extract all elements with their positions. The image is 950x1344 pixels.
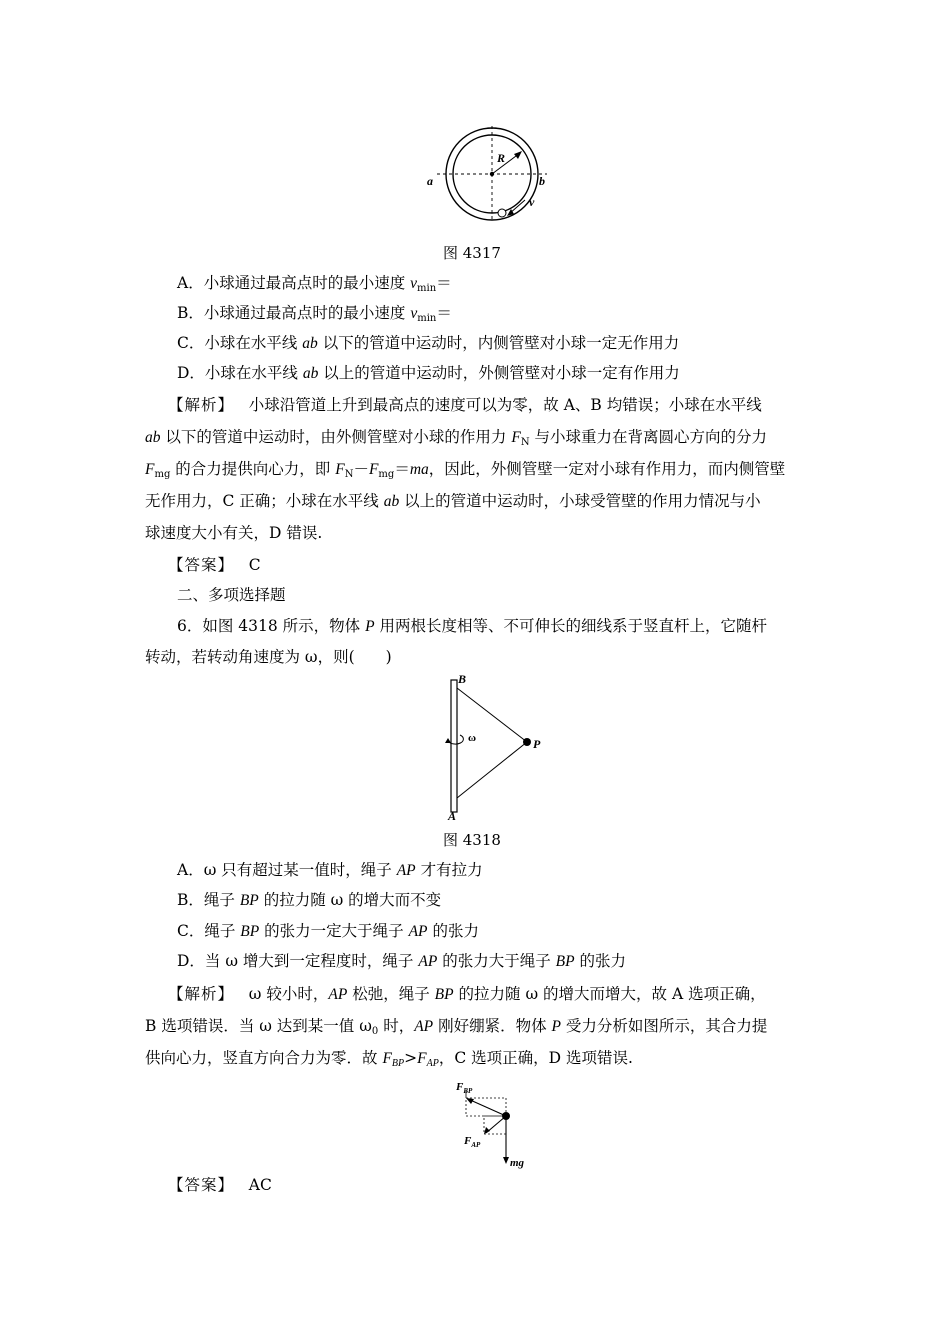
q5-option-a: A．小球通过最高点时的最小速度 $v_{min}=$ [177,274,452,294]
q6-option-d: D．当 ω 增大到一定程度时，绳子 AP 的张力大于绳子 BP 的张力 [177,952,627,970]
force-arrowhead-mg [503,1157,509,1164]
label-F-AP: $F_{AP}$ [464,1135,481,1149]
q6-explanation-line-2: B 选项错误．当 ω 达到某一值 $\omega_0$ 时，AP 刚好绷紧．物体 P 受力分析如图所示，其合力提 [145,1017,768,1037]
force-arrowhead-BP [466,1098,474,1104]
object-P [523,738,531,746]
vertical-rod [451,680,457,812]
section-title: 二、多项选择题 [177,586,286,604]
figure-caption-4317: 图 4317 [443,244,501,262]
label-B: B [458,672,467,686]
q6-explanation-line-1: 【解析】 ω 较小时，AP 松弛，绳子 BP 的拉力随 ω 的增大而增大，故 A 选项正确， [168,985,766,1003]
jiexi-label: 【解析】 [168,985,235,1003]
label-b: b [539,174,545,188]
force-arrow-BP [468,1099,506,1116]
figure-caption-4318: 图 4318 [443,831,501,849]
q6-option-a: A．ω 只有超过某一值时，绳子 AP 才有拉力 [177,861,483,879]
label-v: v [529,195,535,209]
q5-option-c: C．小球在水平线 ab 以下的管道中运动时，内侧管壁对小球一定无作用力 [177,334,680,352]
q6-stem-line-2: 转动，若转动角速度为 ω，则( ) [145,648,392,666]
figure-4317-circular-tube [425,124,555,226]
q6-option-b: B．绳子 BP 的拉力随 ω 的增大而不变 [177,891,442,909]
jiexi-label: 【解析】 [168,396,235,414]
string-AP [457,742,527,798]
q5-option-d: D．小球在水平线 ab 以上的管道中运动时，外侧管壁对小球一定有作用力 [177,364,680,382]
q6-explanation-line-3: 供向心力，竖直方向合力为零．故 $F_{BP}>F_{AP}$，C 选项正确，D 选项错误. [145,1049,633,1069]
q6-stem-line-1: 6．如图 4318 所示，物体 P 用两根长度相等、不可伸长的细线系于竖直杆上，它随杆 [177,617,767,635]
q5-explanation-line-1: 【解析】 小球沿管道上升到最高点的速度可以为零，故 A、B 均错误；小球在水平线 [168,396,762,414]
q5-option-b: B．小球通过最高点时的最小速度 $v_{min}=$ [177,304,452,324]
label-P: P [533,737,541,751]
q6-answer: 【答案】 AC [168,1176,272,1194]
answer-label: 【答案】 [168,556,235,574]
figure-4318-rod-strings [430,670,550,822]
small-ball [498,209,506,217]
q5-explanation-line-4: 无作用力，C 正确；小球在水平线 ab 以上的管道中运动时，小球受管壁的作用力情况与小 [145,492,761,510]
q6-option-c: C．绳子 BP 的张力一定大于绳子 AP 的张力 [177,922,479,940]
q5-explanation-line-3: $F_{mg}$ 的合力提供向心力，即 $F_N-F_{mg}=ma$，因此，外侧管壁一定对小球有作用力，而内侧管壁 [145,460,786,480]
label-A: A [448,809,457,822]
q5-answer: 【答案】 C [168,556,261,574]
radius-arrowhead [514,151,522,159]
q5-explanation-line-5: 球速度大小有关，D 错误. [145,524,323,542]
object-point [502,1112,510,1120]
label-F-BP: $F_{BP}$ [456,1081,473,1095]
label-omega: ω [468,732,477,744]
force-diagram [450,1078,540,1170]
label-mg: mg [510,1157,525,1169]
rotation-arrowhead [445,738,451,743]
label-R: R [497,151,506,165]
label-a: a [427,174,433,188]
force-arrowhead-AP [484,1127,490,1134]
answer-label: 【答案】 [168,1176,235,1194]
q5-explanation-line-2: ab 以下的管道中运动时，由外侧管壁对小球的作用力 $F_N$ 与小球重力在背离圆心方向的分力 [145,428,768,448]
